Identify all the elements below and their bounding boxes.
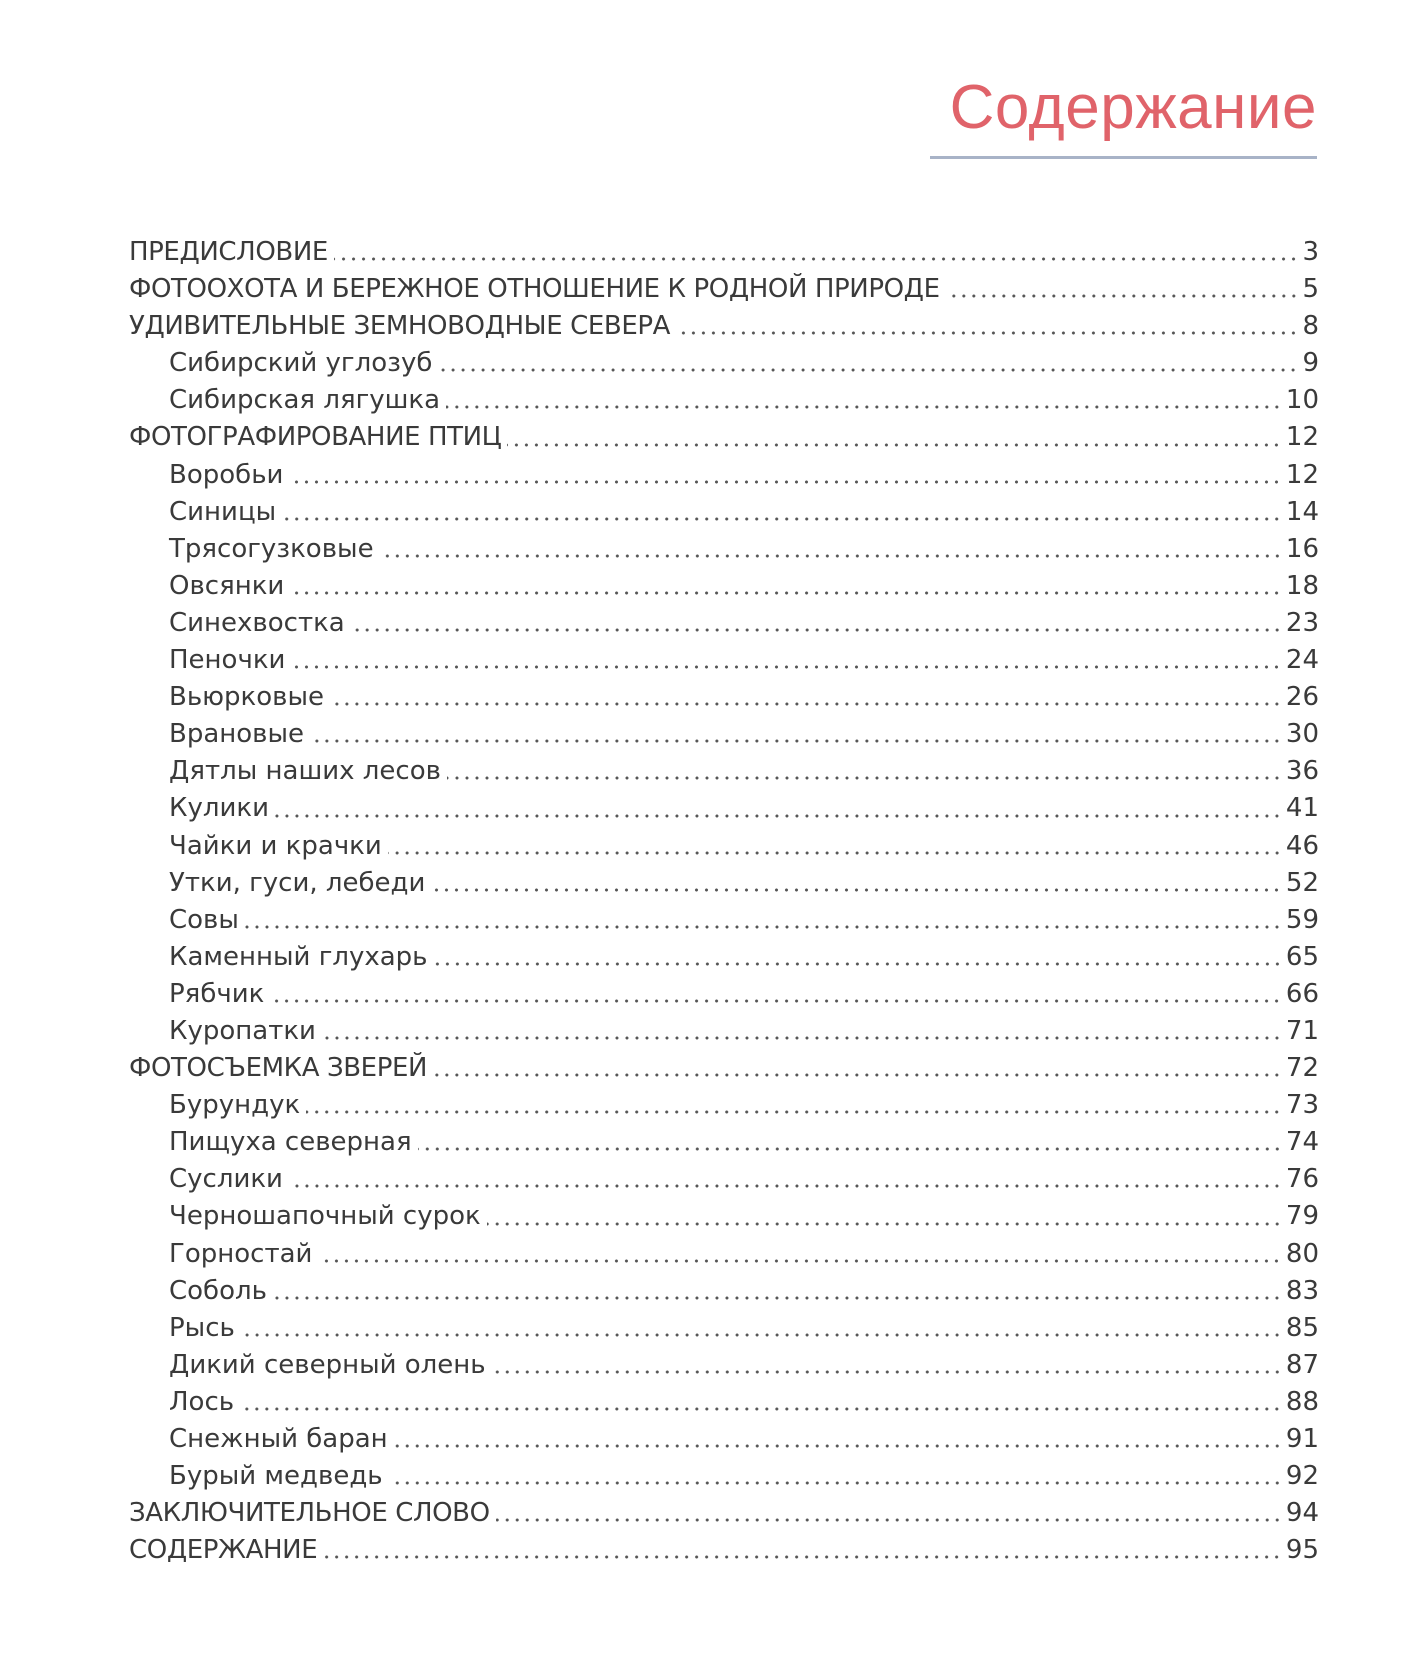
toc-page-number: 91 [1285, 1424, 1319, 1454]
toc-page-number: 18 [1285, 570, 1319, 601]
toc-page-number: 12 [1285, 459, 1319, 490]
toc-entry-label: Бурундук [169, 1090, 301, 1121]
toc-section-entry[interactable] [129, 419, 1319, 456]
dot-leader [394, 1444, 1282, 1448]
dot-leader [676, 331, 1298, 335]
toc-entry-label: УДИВИТЕЛЬНЫЕ ЗЕМНОВОДНЫЕ СЕВЕРА [129, 311, 671, 342]
toc-entry-label: Снежный баран [169, 1424, 388, 1454]
toc-page-number: 41 [1285, 793, 1319, 824]
toc-page-number: 16 [1285, 533, 1319, 564]
toc-subentry[interactable] [129, 457, 1319, 494]
dot-leader [418, 1147, 1282, 1151]
toc-page-number: 3 [1302, 237, 1319, 267]
toc-subentry[interactable] [129, 679, 1319, 716]
toc-entry-label: Сибирская лягушка [169, 385, 441, 416]
toc-page-number: 79 [1285, 1201, 1319, 1232]
toc-page-number: 83 [1285, 1275, 1319, 1306]
toc-entry-label: Рябчик [169, 978, 265, 1009]
toc-entry-label: Рысь [169, 1312, 235, 1343]
toc-page-number: 14 [1285, 496, 1319, 527]
toc-page-number: 26 [1285, 682, 1319, 713]
toc-page-number: 10 [1285, 385, 1319, 416]
toc-subentry[interactable] [129, 828, 1319, 865]
dot-leader [433, 1073, 1282, 1077]
dot-leader [447, 776, 1282, 780]
toc-subentry[interactable] [129, 902, 1319, 939]
toc-subentry[interactable] [129, 716, 1319, 753]
toc-section-entry[interactable] [129, 271, 1319, 308]
dot-leader [306, 1110, 1282, 1114]
dot-leader [273, 1296, 1282, 1300]
dot-leader [282, 517, 1282, 521]
toc-entry-label: Синехвостка [169, 607, 345, 638]
toc-page-number: 88 [1285, 1386, 1319, 1417]
toc-subentry[interactable] [129, 1236, 1319, 1273]
toc-subentry[interactable] [129, 1384, 1319, 1421]
toc-subentry[interactable] [129, 1198, 1319, 1235]
toc-entry-label: Сибирский углозуб [169, 348, 433, 379]
toc-subentry[interactable] [129, 1421, 1319, 1458]
dot-leader [438, 368, 1298, 372]
toc-page-number: 5 [1302, 274, 1319, 305]
toc-entry-label: Бурый медведь [169, 1461, 383, 1492]
toc-subentry[interactable] [129, 753, 1319, 790]
toc-section-entry[interactable] [129, 234, 1319, 271]
toc-entry-label: Пеночки [169, 645, 286, 676]
toc-entry-label: Дикий северный олень [169, 1349, 486, 1380]
toc-subentry[interactable] [129, 1161, 1319, 1198]
toc-subentry[interactable] [129, 1013, 1319, 1050]
toc-entry-label: Пищуха северная [169, 1127, 412, 1158]
toc-entry-label: Лось [169, 1386, 235, 1417]
toc-page-number: 76 [1285, 1164, 1319, 1195]
toc-page-number: 59 [1285, 904, 1319, 935]
toc-subentry[interactable] [129, 1347, 1319, 1384]
toc-entry-label: Дятлы наших лесов [169, 756, 441, 787]
toc-entry-label: Горностай [169, 1238, 313, 1269]
toc-page-number: 74 [1285, 1127, 1319, 1158]
dot-leader [275, 814, 1282, 818]
toc-page-number: 23 [1285, 607, 1319, 638]
toc-page-number: 9 [1302, 348, 1319, 379]
toc-subentry[interactable] [129, 568, 1319, 605]
toc-subentry[interactable] [129, 382, 1319, 419]
toc-entry-label: ФОТОСЪЕМКА ЗВЕРЕЙ [129, 1053, 428, 1084]
toc-page-number: 71 [1285, 1015, 1319, 1046]
toc-entry-label: ЗАКЛЮЧИТЕЛЬНОЕ СЛОВО [129, 1498, 490, 1529]
toc-subentry[interactable] [129, 1273, 1319, 1310]
toc-entry-label: Черношапочный сурок [169, 1201, 481, 1232]
toc-subentry[interactable] [129, 1458, 1319, 1495]
toc-entry-label: Каменный глухарь [169, 941, 428, 972]
toc-subentry[interactable] [129, 1310, 1319, 1347]
toc-page-number: 12 [1285, 422, 1319, 453]
toc-subentry[interactable] [129, 605, 1319, 642]
toc-entry-label: Соболь [169, 1275, 267, 1306]
dot-leader [270, 999, 1282, 1003]
dot-leader [351, 628, 1282, 632]
toc-page-number: 24 [1285, 645, 1319, 676]
toc-subentry[interactable] [129, 494, 1319, 531]
dot-leader [434, 962, 1282, 966]
toc-entry-label: Кулики [169, 793, 269, 824]
toc-section-entry[interactable] [129, 1050, 1319, 1087]
toc-subentry[interactable] [129, 790, 1319, 827]
dot-leader [318, 1259, 1281, 1263]
page-header [930, 70, 1317, 162]
dot-leader [289, 480, 1281, 484]
toc-subentry[interactable] [129, 1087, 1319, 1124]
toc-page-number: 73 [1285, 1090, 1319, 1121]
dot-leader [241, 1333, 1282, 1337]
toc-subentry[interactable] [129, 976, 1319, 1013]
toc-subentry[interactable] [129, 939, 1319, 976]
dot-leader [388, 851, 1282, 855]
toc-section-entry[interactable] [129, 1495, 1319, 1532]
toc-entry-label: Суслики [169, 1164, 283, 1195]
toc-page-number: 92 [1285, 1461, 1319, 1492]
dot-leader [240, 1407, 1282, 1411]
dot-leader [446, 405, 1282, 409]
toc-entry-label: Синицы [169, 496, 277, 527]
toc-subentry[interactable] [129, 642, 1319, 679]
toc-subentry[interactable] [129, 865, 1319, 902]
toc-page-number: 80 [1285, 1238, 1319, 1269]
table-of-contents [129, 234, 1319, 1569]
toc-entry-label: СОДЕРЖАНИЕ [129, 1535, 318, 1566]
toc-entry-label: Утки, гуси, лебеди [169, 867, 426, 898]
toc-page-number: 52 [1285, 867, 1319, 898]
dot-leader [291, 665, 1281, 669]
toc-entry-label: Воробьи [169, 459, 284, 490]
dot-leader [946, 294, 1299, 298]
dot-leader [389, 1481, 1282, 1485]
toc-entry-label: Овсянки [169, 570, 285, 601]
dot-leader [310, 739, 1282, 743]
toc-subentry[interactable] [129, 531, 1319, 568]
dot-leader [245, 925, 1282, 929]
toc-page-number: 46 [1285, 830, 1319, 861]
toc-entry-label: Трясогузковые [169, 533, 374, 564]
toc-page-number: 94 [1285, 1498, 1319, 1529]
toc-section-entry[interactable] [129, 1532, 1319, 1569]
toc-page-number: 65 [1285, 941, 1319, 972]
dot-leader [322, 1036, 1282, 1040]
toc-page-number: 8 [1302, 311, 1319, 342]
dot-leader [487, 1222, 1282, 1226]
toc-entry-label: ПРЕДИСЛОВИЕ [129, 237, 328, 267]
toc-section-entry[interactable] [129, 308, 1319, 345]
dot-leader [330, 702, 1282, 706]
dot-leader [492, 1370, 1282, 1374]
dot-leader [323, 1555, 1282, 1559]
dot-leader [380, 554, 1282, 558]
toc-entry-label: Куропатки [169, 1015, 316, 1046]
dot-leader [334, 257, 1299, 261]
toc-entry-label: Врановые [169, 719, 305, 750]
toc-entry-label: Вьюрковые [169, 682, 325, 713]
toc-page-number: 36 [1285, 756, 1319, 787]
toc-page-number: 66 [1285, 978, 1319, 1009]
dot-leader [496, 1518, 1282, 1522]
title-underline [930, 156, 1317, 159]
dot-leader [507, 443, 1281, 447]
toc-entry-label: Совы [169, 904, 239, 935]
page-title: Содержание [949, 73, 1317, 142]
toc-subentry[interactable] [129, 1124, 1319, 1161]
toc-page-number: 87 [1285, 1349, 1319, 1380]
dot-leader [289, 1184, 1282, 1188]
toc-entry-label: Чайки и крачки [169, 830, 382, 861]
toc-subentry[interactable] [129, 345, 1319, 382]
toc-page-number: 30 [1285, 719, 1319, 750]
toc-page-number: 95 [1285, 1535, 1319, 1566]
toc-page-number: 85 [1285, 1312, 1319, 1343]
dot-leader [431, 888, 1281, 892]
toc-entry-label: ФОТОГРАФИРОВАНИЕ ПТИЦ [129, 422, 502, 453]
toc-entry-label: ФОТООХОТА И БЕРЕЖНОЕ ОТНОШЕНИЕ К РОДНОЙ ПРИРОДЕ [129, 274, 940, 305]
dot-leader [290, 591, 1282, 595]
toc-page-number: 72 [1285, 1053, 1319, 1084]
